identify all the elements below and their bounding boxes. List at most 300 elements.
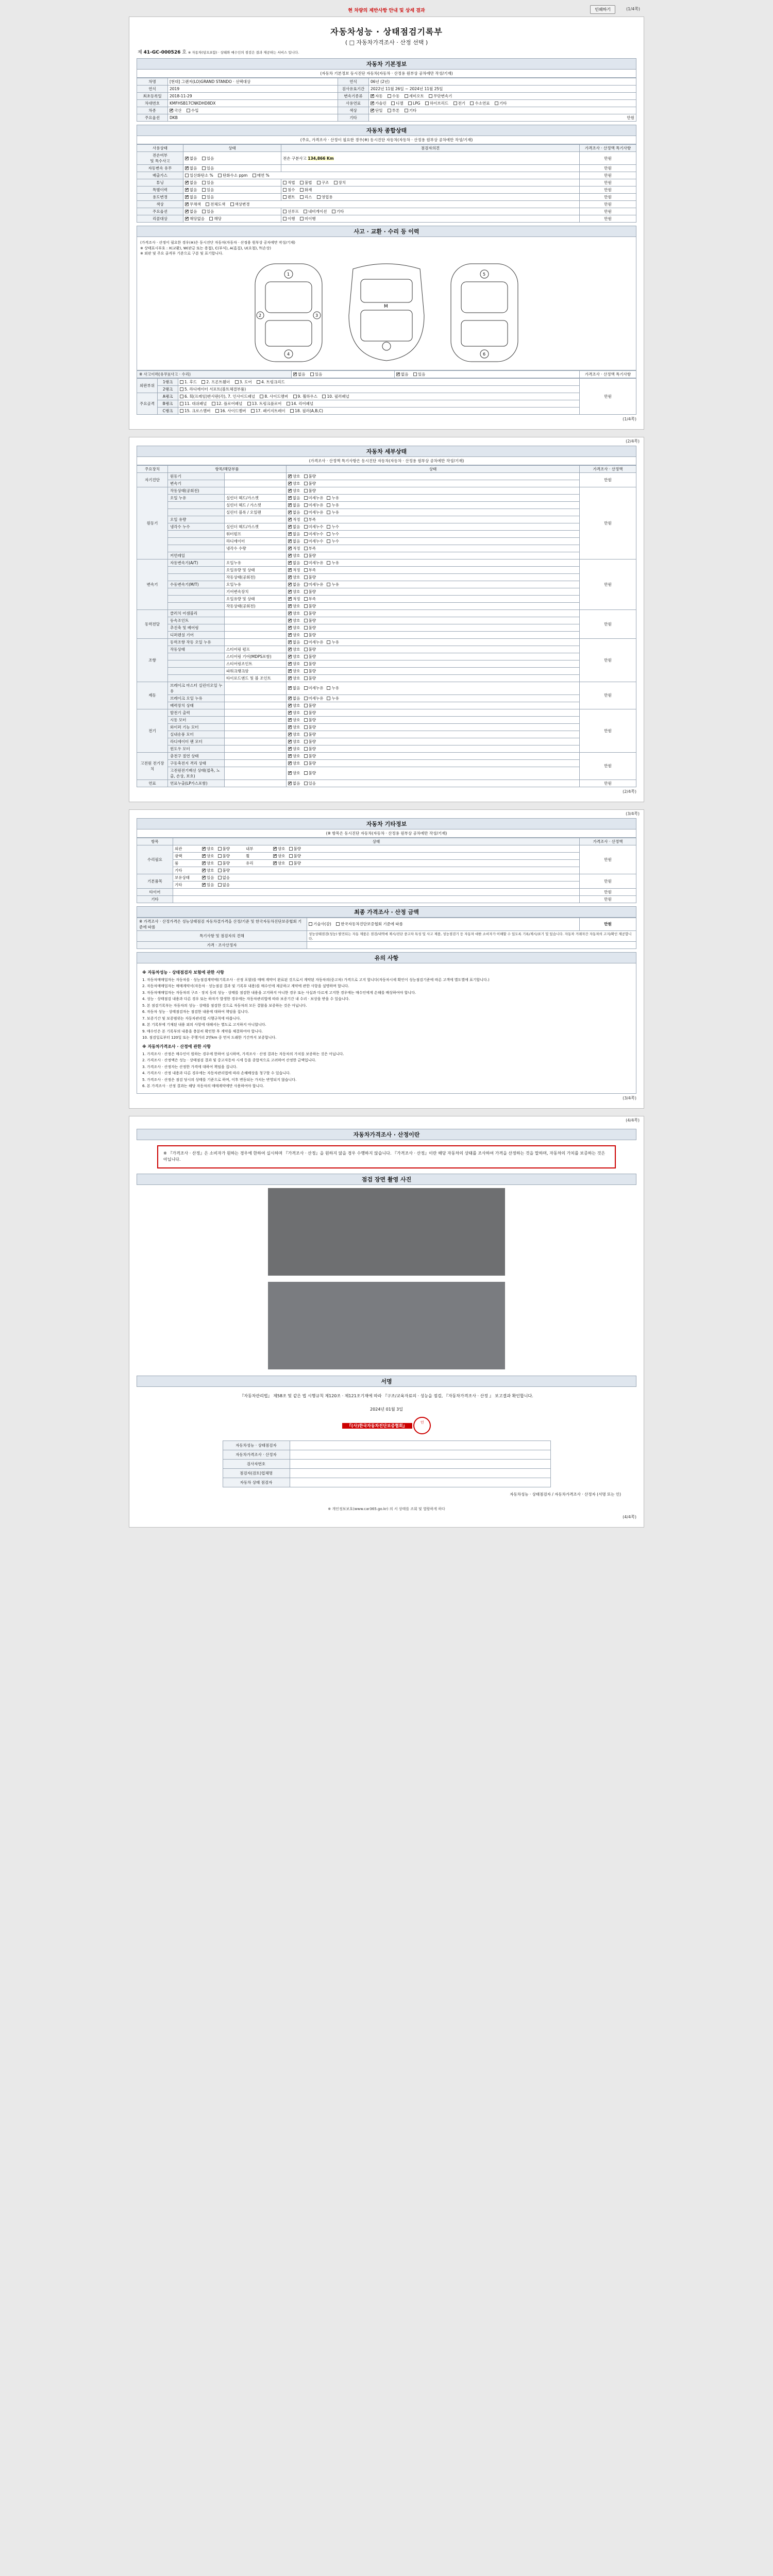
sign-row-value-0[interactable] bbox=[290, 1441, 550, 1450]
notice-item: 3. 자동차매매업자는 자동차의 구조 · 장치 등의 성능 · 상태를 점검한 내용을 고지하지 아니한 경우 또는 사실과 다르게 고지한 경우에는 매수인에게 손해를 배상하여야 합니다. bbox=[142, 990, 416, 995]
checkbox-양호[interactable] bbox=[288, 590, 292, 594]
accident-bottom-extra: ✔ 없음 있음 bbox=[395, 370, 580, 378]
checkbox-part-1[interactable] bbox=[180, 380, 183, 384]
checkbox-tuning-legal[interactable] bbox=[283, 181, 287, 184]
checkbox-양호[interactable] bbox=[288, 655, 292, 658]
option-label: 양호 bbox=[278, 853, 285, 858]
detail-item-sub bbox=[225, 617, 287, 624]
checkbox-part-18[interactable] bbox=[290, 409, 294, 413]
checkbox-part-13[interactable] bbox=[247, 402, 251, 405]
checkbox-불량[interactable] bbox=[304, 619, 308, 622]
checkbox-part-12[interactable] bbox=[212, 402, 215, 405]
detail-item-options bbox=[287, 530, 580, 537]
checkbox-tuning-illegal[interactable] bbox=[300, 181, 304, 184]
detail-item-sub bbox=[225, 624, 287, 631]
table-row bbox=[137, 723, 636, 731]
overall-row-1-state: ✔ 없음 있음 bbox=[183, 165, 281, 172]
svg-text:1: 1 bbox=[287, 272, 290, 277]
checkbox-불량[interactable] bbox=[304, 761, 308, 765]
checkbox-불량[interactable] bbox=[218, 854, 222, 858]
notice-item: 5. 본 점검기록부는 자동차의 성능 · 상태를 점검한 것으로 자동차의 모든 결함을 보증하는 것은 아닙니다. bbox=[142, 1003, 307, 1008]
checkbox-part-16[interactable] bbox=[215, 409, 219, 413]
detail-item-sub: 파워크랭크암 bbox=[225, 667, 287, 674]
overall-row-4-price: 만원 bbox=[580, 187, 636, 194]
checkbox-usage-yes[interactable] bbox=[202, 195, 206, 199]
checkbox-navigation[interactable] bbox=[304, 210, 307, 213]
sign-row-value-3[interactable] bbox=[290, 1469, 550, 1478]
checkbox-불량[interactable] bbox=[304, 590, 308, 594]
detail-item-options bbox=[287, 759, 580, 767]
checkbox-적정[interactable] bbox=[288, 518, 292, 521]
checkbox-business[interactable] bbox=[317, 195, 321, 199]
detail-note: (가격조사 · 산정액 특기사항은 동시진단 자동차(자동차 · 산정용 원부상 공차에만 작성/기재) bbox=[137, 457, 636, 465]
checkbox-part-5[interactable] bbox=[180, 387, 183, 391]
checkbox-있음[interactable] bbox=[202, 876, 206, 879]
value-trans: ✔ 자동 수동 세미오토 무단변속기 bbox=[369, 93, 636, 100]
checkbox-양호[interactable] bbox=[273, 854, 277, 858]
checkbox-양호[interactable] bbox=[288, 554, 292, 557]
checkbox-fire[interactable] bbox=[300, 188, 304, 192]
checkbox-part-14[interactable] bbox=[287, 402, 290, 405]
checkbox-없음[interactable] bbox=[288, 496, 292, 500]
detail-item-options bbox=[287, 767, 580, 779]
checkbox-없음[interactable] bbox=[218, 876, 222, 879]
checkbox-auto-none[interactable] bbox=[185, 166, 189, 170]
notice-item: 4. 가격조사 · 산정 내용과 다른 경우에는 자동차관리법에 따라 손해배상을 청구할 수 있습니다. bbox=[142, 1071, 291, 1075]
checkbox-양호[interactable] bbox=[202, 869, 206, 872]
checkbox-불량[interactable] bbox=[304, 718, 308, 722]
other-item-label: 내부 bbox=[246, 846, 254, 851]
basic-info-table bbox=[137, 78, 636, 122]
notice-item: 6. 자동차 성능 · 상태점검자는 점검한 내용에 대하여 책임을 집니다. bbox=[142, 1010, 249, 1014]
checkbox-price-engineer[interactable] bbox=[309, 922, 312, 926]
checkbox-type-import[interactable] bbox=[187, 109, 190, 112]
sign-row bbox=[223, 1441, 550, 1450]
checkbox-part-3[interactable] bbox=[235, 380, 239, 384]
sign-row-value-4[interactable] bbox=[290, 1478, 550, 1487]
checkbox-불량[interactable] bbox=[304, 554, 308, 557]
accident-items-0-0: 1. 후드 2. 프론트휀더 3. 도어 4. 트렁크리드 bbox=[178, 378, 580, 385]
checkbox-part-17[interactable] bbox=[251, 409, 255, 413]
page3-footer-num: (3/4쪽) bbox=[623, 1095, 636, 1100]
overall-row-2-state: 일산화탄소 % 탄화수소 ppm 매연 % bbox=[183, 172, 580, 179]
option-label: 없음 bbox=[222, 875, 230, 880]
detail-item-sub bbox=[225, 709, 287, 716]
checkbox-special-yes[interactable] bbox=[202, 188, 206, 192]
detail-item-options bbox=[287, 501, 580, 509]
checkbox-양호[interactable] bbox=[288, 771, 292, 775]
checkbox-부족[interactable] bbox=[304, 547, 308, 550]
checkbox-color-full[interactable] bbox=[206, 202, 209, 206]
checkbox-누유[interactable] bbox=[327, 561, 330, 565]
checkbox-fuel-etc[interactable] bbox=[495, 101, 498, 105]
table-row bbox=[137, 523, 636, 530]
checkbox-usage-none[interactable] bbox=[185, 195, 189, 199]
checkbox-part-11[interactable] bbox=[180, 402, 183, 405]
checkbox-불량[interactable] bbox=[304, 771, 308, 775]
sign-title: 서명 bbox=[137, 1376, 636, 1387]
option-label: 양호 bbox=[293, 473, 300, 479]
checkbox-양호[interactable] bbox=[202, 854, 206, 858]
checkbox-fuel-ev[interactable] bbox=[453, 101, 457, 105]
overall-table bbox=[137, 144, 636, 223]
checkbox-recall-done[interactable] bbox=[283, 217, 287, 221]
option-label: 누수 bbox=[331, 531, 339, 536]
checkbox-auto-yes[interactable] bbox=[202, 166, 206, 170]
checkbox-fuel-diesel[interactable] bbox=[391, 101, 395, 105]
checkbox-누유[interactable] bbox=[327, 697, 330, 700]
checkbox-불량[interactable] bbox=[304, 733, 308, 736]
checkbox-trans-semi[interactable] bbox=[405, 94, 408, 98]
detail-item-options bbox=[287, 559, 580, 566]
option-label: 불량 bbox=[308, 675, 316, 681]
checkbox-불량[interactable] bbox=[304, 474, 308, 478]
checkbox-불량[interactable] bbox=[304, 747, 308, 751]
detail-item-options bbox=[287, 487, 580, 494]
checkbox-양호[interactable] bbox=[288, 733, 292, 736]
checkbox-누유[interactable] bbox=[327, 686, 330, 690]
checkbox-미세누유[interactable] bbox=[304, 496, 308, 500]
checkbox-part-4[interactable] bbox=[257, 380, 260, 384]
checkbox-recall-na[interactable] bbox=[185, 217, 189, 221]
checkbox-미세누수[interactable] bbox=[304, 525, 308, 529]
checkbox-part-15[interactable] bbox=[180, 409, 183, 413]
checkbox-color-etc[interactable] bbox=[405, 109, 408, 112]
table-row bbox=[137, 874, 636, 881]
table-row bbox=[137, 738, 636, 745]
detail-item-label: 와이퍼 기능 모터 bbox=[168, 723, 225, 731]
checkbox-미세누수[interactable] bbox=[304, 539, 308, 543]
notice-item: 2. 가격조사 · 산정액은 성능 · 상태점검 결과 및 중고자동차 시세 등을 종합적으로 고려하여 산정한 금액입니다. bbox=[142, 1058, 316, 1062]
checkbox-적정[interactable] bbox=[288, 597, 292, 601]
checkbox-없음[interactable] bbox=[218, 883, 222, 887]
table-row bbox=[137, 881, 636, 888]
checkbox-양호[interactable] bbox=[288, 740, 292, 743]
checkbox-누유[interactable] bbox=[327, 503, 330, 507]
accident-rank-1-0: A랭크 bbox=[158, 393, 178, 400]
detail-item-sub: 작동상태(공회전) bbox=[225, 602, 287, 609]
checkbox-part-9[interactable] bbox=[293, 395, 297, 398]
photo-inner-2 bbox=[268, 1282, 505, 1369]
checkbox-part-2[interactable] bbox=[201, 380, 205, 384]
checkbox-양호[interactable] bbox=[288, 676, 292, 680]
checkbox-불량[interactable] bbox=[304, 612, 308, 615]
checkbox-미세누유[interactable] bbox=[304, 640, 308, 644]
checkbox-mainopt-none[interactable] bbox=[185, 210, 189, 213]
detail-item-options bbox=[287, 617, 580, 624]
option-label: 누유 bbox=[331, 560, 339, 565]
checkbox-불량[interactable] bbox=[218, 861, 222, 865]
detail-item-label: 동력조향 작동 오일 누유 bbox=[168, 638, 225, 646]
checkbox-불량[interactable] bbox=[218, 869, 222, 872]
checkbox-양호[interactable] bbox=[288, 633, 292, 637]
checkbox-양호[interactable] bbox=[273, 847, 277, 851]
option-label: 양호 bbox=[293, 589, 300, 594]
checkbox-양호[interactable] bbox=[288, 648, 292, 651]
option-label: 미세누수 bbox=[308, 531, 324, 536]
detail-item-sub: 오일유량 및 상태 bbox=[225, 595, 287, 602]
option-label: 없음 bbox=[293, 502, 300, 507]
checkbox-accident-none-2[interactable] bbox=[396, 372, 400, 376]
table-row bbox=[137, 516, 636, 523]
detail-item-sub bbox=[225, 472, 287, 480]
checkbox-lease[interactable] bbox=[300, 195, 304, 199]
table-row bbox=[137, 653, 636, 660]
checkbox-양호[interactable] bbox=[288, 747, 292, 751]
checkbox-emission-hc[interactable] bbox=[218, 174, 222, 177]
checkbox-미세누유[interactable] bbox=[304, 561, 308, 565]
print-button[interactable]: 인쇄하기 bbox=[590, 5, 615, 14]
checkbox-accident-yes[interactable] bbox=[310, 372, 314, 376]
option-label: 적정 bbox=[293, 596, 300, 601]
inspection-photo-rear bbox=[268, 1282, 505, 1369]
notice-list-1 bbox=[142, 1052, 631, 1089]
checkbox-fuel-h2[interactable] bbox=[470, 101, 474, 105]
checkbox-부족[interactable] bbox=[304, 518, 308, 521]
checkbox-color-two[interactable] bbox=[388, 109, 391, 112]
overall-row-4-note: 침수 화재 bbox=[281, 187, 580, 194]
other-h2: 가격조사 · 산정액 bbox=[580, 838, 636, 845]
checkbox-없음[interactable] bbox=[288, 511, 292, 514]
checkbox-recall-undone[interactable] bbox=[300, 217, 304, 221]
option-label: 양호 bbox=[293, 675, 300, 681]
checkbox-양호[interactable] bbox=[273, 861, 277, 865]
checkbox-price-assoc[interactable] bbox=[336, 922, 340, 926]
checkbox-tuning-none[interactable] bbox=[185, 181, 189, 184]
page4-redbox: ※ 『가격조사 · 산정』은 소비자가 원하는 경우에 한하여 실시하며 『가격조사 · 산정』을 원하지 않을 경우 수행하지 않습니다. 『가격조사 · 산정』이란 해당 자동차의 상태를 조사하여 가격을 산정하는 것을 말하며, 자동차의 가치를 보증하는 것은 아닙니다. bbox=[157, 1145, 616, 1169]
checkbox-emission-co[interactable] bbox=[185, 174, 189, 177]
checkbox-fuel-lpg[interactable] bbox=[408, 101, 412, 105]
checkbox-total-loss-none[interactable] bbox=[185, 157, 189, 160]
other-item-label: 광택 bbox=[175, 853, 182, 858]
price-row-1-label: 가격 · 조사산정자 bbox=[137, 941, 307, 948]
checkbox-불량[interactable] bbox=[289, 861, 293, 865]
checkbox-trans-auto[interactable] bbox=[371, 94, 374, 98]
overall-row-0-name: 전손여부 및 특수사고 bbox=[137, 152, 183, 165]
checkbox-없음[interactable] bbox=[288, 532, 292, 536]
table-row bbox=[137, 530, 636, 537]
checkbox-양호[interactable] bbox=[288, 662, 292, 666]
checkbox-양호[interactable] bbox=[288, 626, 292, 630]
checkbox-미세누수[interactable] bbox=[304, 532, 308, 536]
table-row bbox=[137, 667, 636, 674]
checkbox-color-change[interactable] bbox=[230, 202, 234, 206]
option-label: 누유 bbox=[331, 495, 339, 500]
checkbox-total-loss-yes[interactable] bbox=[202, 157, 206, 160]
checkbox-적정[interactable] bbox=[288, 547, 292, 550]
table-row bbox=[137, 709, 636, 716]
checkbox-양호[interactable] bbox=[288, 575, 292, 579]
price-row-1-value bbox=[307, 941, 636, 948]
checkbox-없음[interactable] bbox=[288, 503, 292, 507]
label-regdate: 최초등록일 bbox=[137, 93, 168, 100]
overall-row-0-price: 만원 bbox=[580, 152, 636, 165]
car-side-left-diagram bbox=[245, 259, 332, 367]
checkbox-없음[interactable] bbox=[288, 686, 292, 690]
page4-footer: ※ 개인정보보호(www.car365.go.kr) 의 서 상태를 조회 및 열람하게 하다 bbox=[328, 1507, 445, 1512]
checkbox-trans-manual[interactable] bbox=[388, 94, 391, 98]
checkbox-mainopt-yes[interactable] bbox=[202, 210, 206, 213]
checkbox-적정[interactable] bbox=[288, 568, 292, 572]
car-top-diagram bbox=[338, 259, 435, 367]
detail-item-options bbox=[287, 588, 580, 595]
checkbox-accident-none[interactable] bbox=[293, 372, 297, 376]
table-row bbox=[137, 581, 636, 588]
checkbox-part-8[interactable] bbox=[260, 395, 263, 398]
checkbox-accident-yes-2[interactable] bbox=[413, 372, 417, 376]
mileage-value: 134,866 Km bbox=[308, 156, 334, 161]
checkbox-mainopt-etc[interactable] bbox=[332, 210, 335, 213]
checkbox-불량[interactable] bbox=[304, 711, 308, 715]
accident-rank-1-2: C랭크 bbox=[158, 407, 178, 414]
option-label: 양호 bbox=[207, 868, 214, 873]
checkbox-양호[interactable] bbox=[202, 847, 206, 851]
checkbox-불량[interactable] bbox=[304, 725, 308, 729]
checkbox-누수[interactable] bbox=[327, 532, 330, 536]
checkbox-없음[interactable] bbox=[288, 561, 292, 565]
checkbox-불량[interactable] bbox=[304, 482, 308, 485]
checkbox-flood[interactable] bbox=[283, 188, 287, 192]
option-label: 있음 bbox=[207, 875, 214, 880]
checkbox-special-none[interactable] bbox=[185, 188, 189, 192]
checkbox-미세누유[interactable] bbox=[304, 697, 308, 700]
checkbox-미세누유[interactable] bbox=[304, 503, 308, 507]
table-row bbox=[137, 559, 636, 566]
sign-row-value-1[interactable] bbox=[290, 1450, 550, 1460]
checkbox-tuning-structure[interactable] bbox=[317, 181, 321, 184]
checkbox-양호[interactable] bbox=[288, 754, 292, 758]
sign-row-label-3: 점검자(검토)업체명 bbox=[223, 1469, 290, 1478]
other-options bbox=[173, 859, 580, 867]
checkbox-tuning-device[interactable] bbox=[334, 181, 338, 184]
checkbox-trans-cvt[interactable] bbox=[429, 94, 432, 98]
checkbox-양호[interactable] bbox=[288, 604, 292, 608]
option-label: 불량 bbox=[308, 746, 316, 751]
checkbox-불량[interactable] bbox=[304, 676, 308, 680]
checkbox-type-domestic[interactable] bbox=[170, 109, 173, 112]
checkbox-part-6[interactable] bbox=[180, 395, 183, 398]
option-label: 불량 bbox=[308, 753, 316, 758]
detail-item-sub: 워터펌프 bbox=[225, 530, 287, 537]
detail-item-label bbox=[168, 501, 225, 509]
checkbox-누유[interactable] bbox=[327, 583, 330, 586]
checkbox-color-single[interactable] bbox=[371, 109, 374, 112]
overall-h0: 사용상태 bbox=[137, 145, 183, 152]
checkbox-불량[interactable] bbox=[304, 754, 308, 758]
checkbox-양호[interactable] bbox=[288, 474, 292, 478]
checkbox-양호[interactable] bbox=[288, 725, 292, 729]
checkbox-불량[interactable] bbox=[304, 648, 308, 651]
checkbox-불량[interactable] bbox=[304, 626, 308, 630]
checkbox-불량[interactable] bbox=[304, 704, 308, 707]
checkbox-불량[interactable] bbox=[218, 847, 222, 851]
detail-item-options bbox=[287, 545, 580, 552]
checkbox-있음[interactable] bbox=[202, 883, 206, 887]
detail-group-2: 변속기 bbox=[137, 559, 168, 609]
checkbox-불량[interactable] bbox=[304, 575, 308, 579]
table-row bbox=[137, 494, 636, 501]
checkbox-양호[interactable] bbox=[288, 669, 292, 673]
checkbox-sunroof[interactable] bbox=[283, 210, 287, 213]
checkbox-미세누유[interactable] bbox=[304, 511, 308, 514]
detail-item-sub bbox=[225, 552, 287, 559]
checkbox-color-none[interactable] bbox=[185, 202, 189, 206]
checkbox-미세누유[interactable] bbox=[304, 583, 308, 586]
checkbox-양호[interactable] bbox=[288, 612, 292, 615]
checkbox-recall-yes[interactable] bbox=[209, 217, 213, 221]
checkbox-불량[interactable] bbox=[304, 662, 308, 666]
checkbox-양호[interactable] bbox=[288, 711, 292, 715]
detail-item-sub bbox=[225, 516, 287, 523]
checkbox-없음[interactable] bbox=[288, 539, 292, 543]
checkbox-누유[interactable] bbox=[327, 511, 330, 514]
checkbox-없음[interactable] bbox=[288, 782, 292, 785]
checkbox-양호[interactable] bbox=[288, 718, 292, 722]
checkbox-불량[interactable] bbox=[304, 489, 308, 493]
table-row bbox=[137, 660, 636, 667]
price-unit: 만원 bbox=[580, 918, 636, 930]
checkbox-누유[interactable] bbox=[327, 496, 330, 500]
checkbox-rent[interactable] bbox=[283, 195, 287, 199]
accident-rank-0-0: 1랭크 bbox=[158, 378, 178, 385]
checkbox-있음[interactable] bbox=[304, 782, 308, 785]
checkbox-양호[interactable] bbox=[288, 489, 292, 493]
checkbox-불량[interactable] bbox=[304, 669, 308, 673]
checkbox-불량[interactable] bbox=[304, 740, 308, 743]
checkbox-fuel-hybrid[interactable] bbox=[425, 101, 429, 105]
checkbox-불량[interactable] bbox=[304, 633, 308, 637]
checkbox-불량[interactable] bbox=[289, 854, 293, 858]
other-item-label: 룸 bbox=[175, 860, 179, 866]
checkbox-양호[interactable] bbox=[202, 861, 206, 865]
checkbox-없음[interactable] bbox=[288, 583, 292, 586]
accident-group-0: 외판부위 bbox=[137, 378, 158, 393]
checkbox-part-10[interactable] bbox=[322, 395, 326, 398]
checkbox-불량[interactable] bbox=[304, 604, 308, 608]
checkbox-fuel-gasoline[interactable] bbox=[371, 101, 374, 105]
checkbox-불량[interactable] bbox=[304, 655, 308, 658]
sign-date: 2024년 01월 3일 bbox=[370, 1407, 403, 1412]
checkbox-없음[interactable] bbox=[288, 525, 292, 529]
option-label: 미세누유 bbox=[308, 510, 324, 515]
checkbox-부족[interactable] bbox=[304, 597, 308, 601]
checkbox-양호[interactable] bbox=[288, 761, 292, 765]
checkbox-누수[interactable] bbox=[327, 539, 330, 543]
checkbox-불량[interactable] bbox=[289, 847, 293, 851]
option-label: 양호 bbox=[293, 732, 300, 737]
checkbox-양호[interactable] bbox=[288, 619, 292, 622]
checkbox-미세누유[interactable] bbox=[304, 686, 308, 690]
checkbox-양호[interactable] bbox=[288, 704, 292, 707]
option-label: 누유 bbox=[331, 639, 339, 645]
checkbox-양호[interactable] bbox=[288, 482, 292, 485]
checkbox-누유[interactable] bbox=[327, 640, 330, 644]
overall-row-0-state: ✔없음 있음 bbox=[183, 152, 281, 165]
detail-item-options bbox=[287, 472, 580, 480]
checkbox-emission-smoke[interactable] bbox=[253, 174, 256, 177]
detail-item-label: 브레이크 오일 누유 bbox=[168, 694, 225, 702]
other-item-label: 기타 bbox=[175, 882, 182, 887]
checkbox-tuning-yes[interactable] bbox=[202, 181, 206, 184]
checkbox-부족[interactable] bbox=[304, 568, 308, 572]
checkbox-없음[interactable] bbox=[288, 640, 292, 644]
overall-row-7-state: ✔ 없음 있음 bbox=[183, 208, 281, 215]
sign-row-value-2[interactable] bbox=[290, 1460, 550, 1469]
detail-item-label bbox=[168, 588, 225, 595]
detail-item-sub: 오일유량 및 상태 bbox=[225, 566, 287, 573]
checkbox-없음[interactable] bbox=[288, 697, 292, 700]
checkbox-누수[interactable] bbox=[327, 525, 330, 529]
